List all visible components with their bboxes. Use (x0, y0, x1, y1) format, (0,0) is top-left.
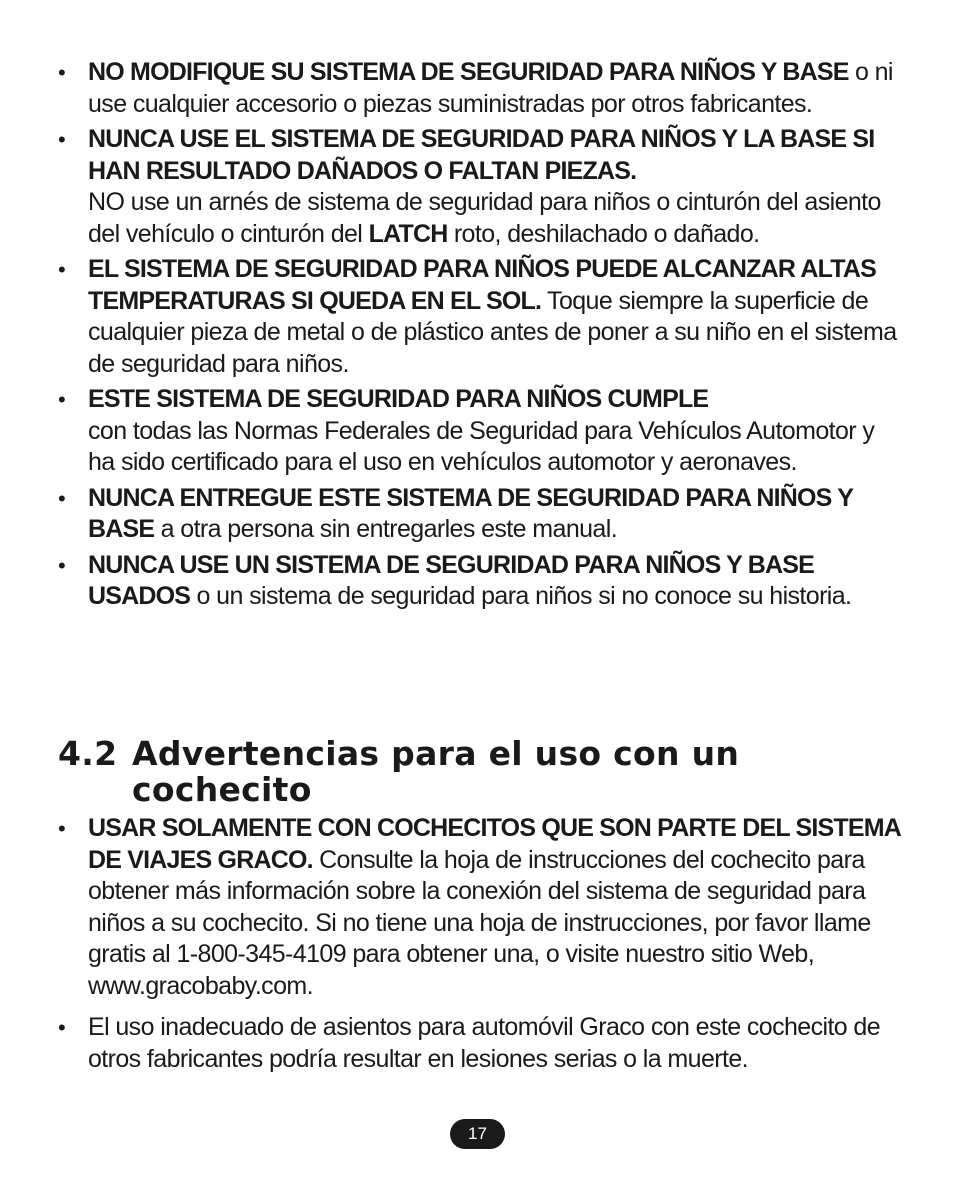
section-title: Advertencias para el uso con un cochecito (132, 734, 740, 809)
warning-bold-text: USAR SOLAMENTE CON COCHECITOS QUE SON PARTE DEL SISTEMA DE VIAJES GRACO. (88, 814, 901, 874)
warning-item (58, 813, 904, 1002)
warning-text: El uso inadecuado de asientos para automóvil Graco con este cochecito de otros fabricantes podría resultar en lesiones serias o la muerte. (88, 1013, 881, 1073)
warning-text: Toque siempre la superficie de cualquier pieza de metal o de plástico antes de poner a su niño en el sistema de seguridad para niños. (88, 286, 897, 378)
warning-bold-text: NO MODIFIQUE SU SISTEMA DE SEGURIDAD PARA NIÑOS Y BASE (88, 58, 849, 86)
warning-item (58, 57, 904, 120)
warning-bold-text: NUNCA ENTREGUE ESTE SISTEMA DE SEGURIDAD PARA NIÑOS Y BASE (88, 483, 853, 543)
stroller-warning-list (58, 813, 904, 1085)
warning-text: Consulte la hoja de instrucciones del cochecito para obtener más información sobre la conexión del sistema de seguridad para niños a su cochecito. Si no tiene una hoja de instrucciones, por favor llame gratis al 1-800-345-4109 para obtener una, o visite nuestro sitio Web, www.gracobaby.com. (88, 845, 871, 1000)
warning-bold-text: NUNCA USE UN SISTEMA DE SEGURIDAD PARA NIÑOS Y BASE USADOS (88, 550, 814, 610)
page-number: 17 (450, 1119, 505, 1149)
warning-item (58, 124, 904, 250)
warning-text: o un sistema de seguridad para niños si no conoce su historia. (190, 582, 852, 610)
warning-item (58, 384, 904, 479)
warning-text: a otra persona sin entregarles este manual. (154, 515, 618, 543)
warning-text: con todas las Normas Federales de Seguridad para Vehículos Automotor y ha sido certificado para el uso en vehículos automotor y aeronaves. (88, 416, 875, 476)
section-number: 4.2 (58, 734, 118, 773)
warning-bold-text: EL SISTEMA DE SEGURIDAD PARA NIÑOS PUEDE ALCANZAR ALTAS TEMPERATURAS SI QUEDA EN EL SOL. (88, 255, 876, 315)
warning-item (58, 483, 904, 546)
warning-item (58, 254, 904, 380)
warning-bold-text: NUNCA USE EL SISTEMA DE SEGURIDAD PARA NIÑOS Y LA BASE SI HAN RESULTADO DAÑADOS O FALTAN PIEZAS. (88, 125, 875, 185)
warning-list (58, 57, 904, 617)
warning-text: roto, deshilachado o dañado. (447, 219, 760, 248)
section-heading (58, 736, 878, 808)
warning-item (58, 1012, 904, 1075)
warning-item (58, 550, 904, 613)
warning-bold-text: LATCH (368, 219, 448, 248)
warning-text: NO use un arnés de sistema de seguridad para niños o cinturón del asiento del vehículo o cinturón del (88, 188, 881, 248)
warning-text: o ni use cualquier accesorio o piezas suministradas por otros fabricantes. (88, 58, 893, 118)
warning-bold-text: ESTE SISTEMA DE SEGURIDAD PARA NIÑOS CUMPLE (88, 385, 709, 413)
